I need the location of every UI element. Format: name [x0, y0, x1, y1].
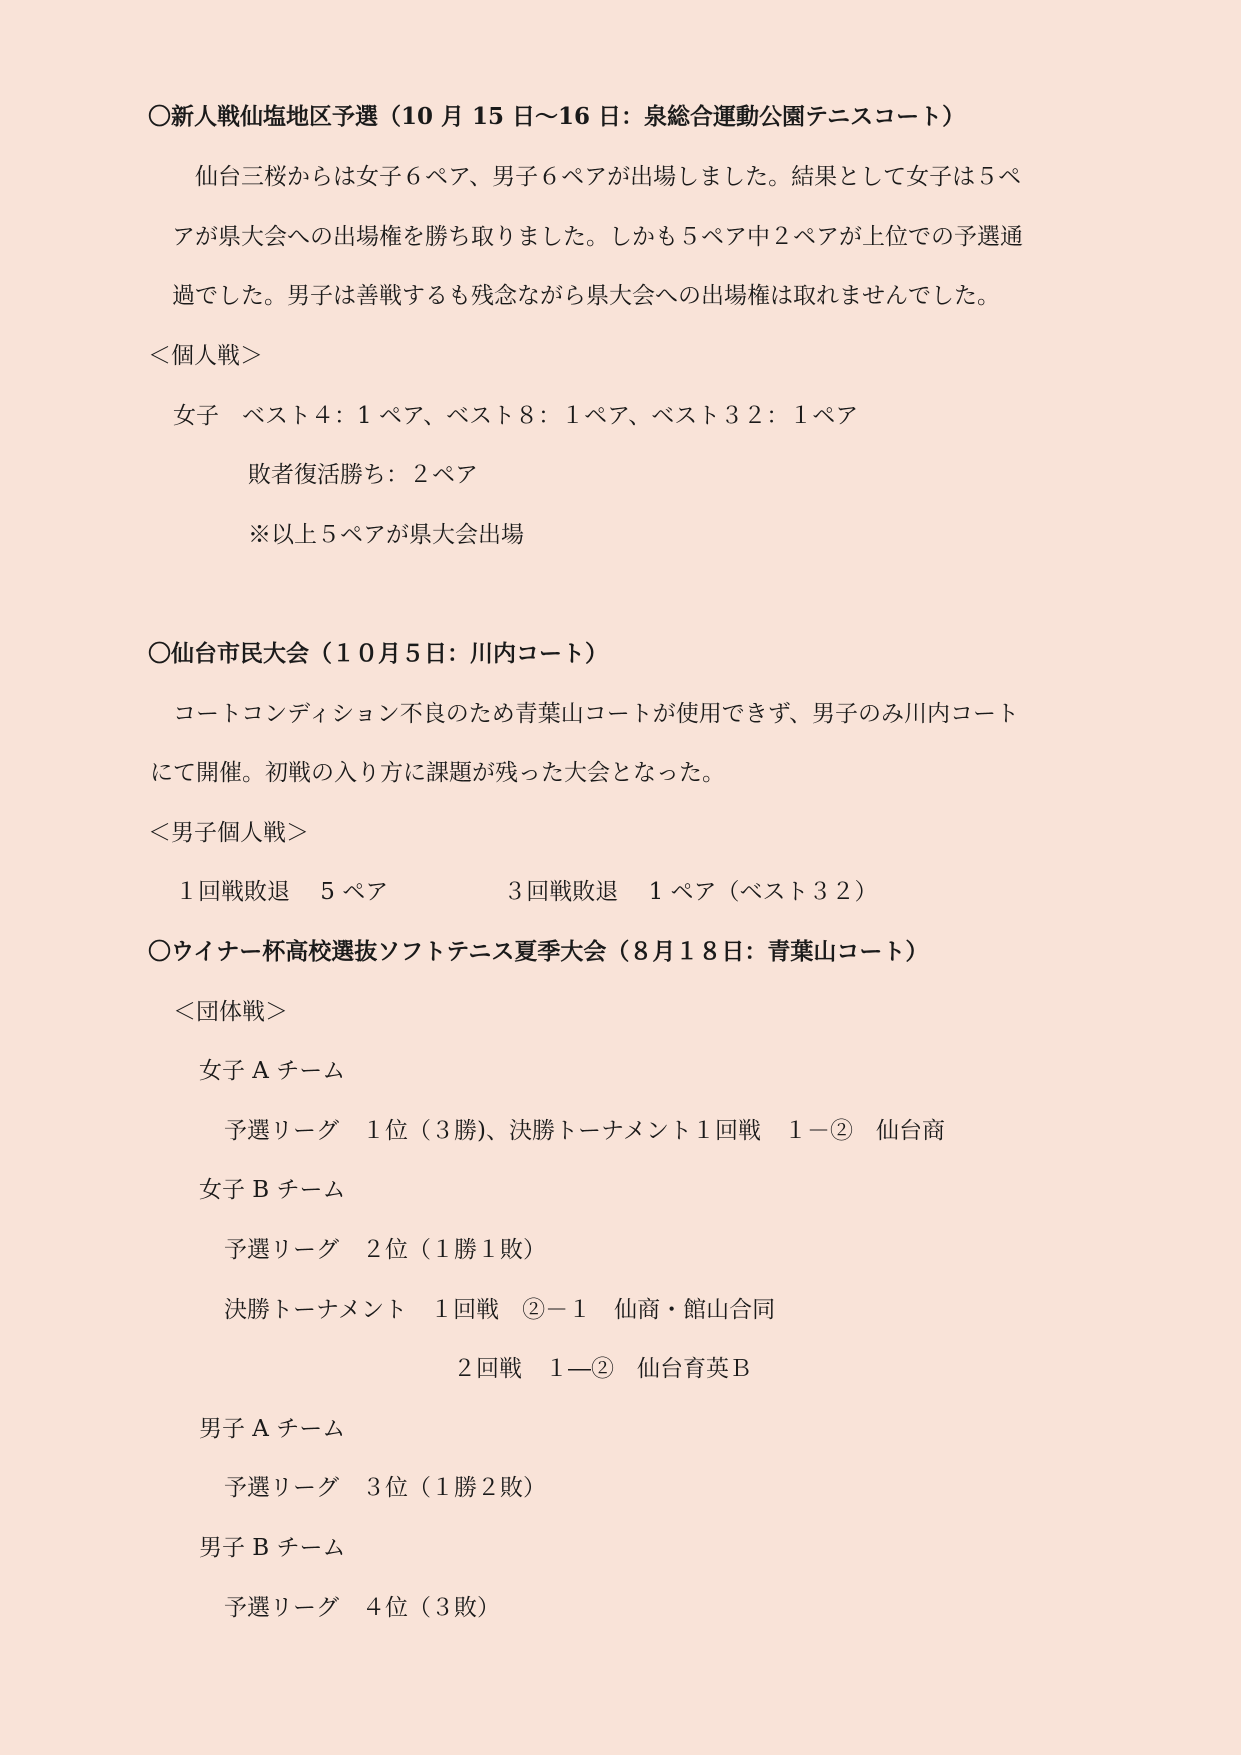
team-result: 決勝トーナメント １回戦 ②－１ 仙商・館山合同: [224, 1297, 776, 1323]
result-line: 敗者復活勝ち：２ペア: [248, 462, 478, 488]
paragraph-line: 過でした。男子は善戦するも残念ながら県大会への出場権は取れませんでした。: [172, 283, 1000, 309]
section-heading: 〇新人戦仙塩地区予選（10 月 15 日〜16 日：泉総合運動公園テニスコート）: [148, 103, 966, 130]
paragraph-line: にて開催。初戦の入り方に課題が残った大会となった。: [150, 760, 725, 786]
team-result: 予選リーグ ２位（１勝１敗）: [224, 1237, 546, 1263]
result-line: ※以上５ペアが県大会出場: [248, 522, 524, 548]
team-result: 予選リーグ ３位（１勝２敗）: [224, 1475, 546, 1501]
team-name: 女子 B チーム: [199, 1177, 346, 1203]
section-heading: 〇仙台市民大会（１０月５日：川内コート）: [148, 640, 608, 667]
team-name: 男子 B チーム: [199, 1535, 346, 1561]
section-heading: 〇ウイナー杯高校選抜ソフトテニス夏季大会（８月１８日：青葉山コート）: [148, 938, 929, 965]
team-name: 女子 A チーム: [199, 1058, 346, 1084]
team-result: 予選リーグ ４位（３敗）: [224, 1595, 500, 1621]
team-result: ２回戦 １―② 仙台育英Ｂ: [453, 1356, 752, 1382]
subheading: ＜団体戦＞: [173, 999, 288, 1025]
team-result: 予選リーグ １位（３勝)、決勝トーナメント１回戦 １－② 仙台商: [224, 1118, 946, 1144]
result-line: 女子 ベスト４：1 ペア、ベスト８：１ペア、ベスト３２：１ペア: [173, 403, 859, 429]
paragraph-line: 仙台三桜からは女子６ペア、男子６ペアが出場しました。結果として女子は５ペ: [172, 164, 1022, 190]
paragraph-line: コートコンディション不良のため青葉山コートが使用できず、男子のみ川内コート: [150, 701, 1019, 727]
team-name: 男子 A チーム: [199, 1416, 346, 1442]
subheading: ＜個人戦＞: [148, 343, 263, 369]
result-line: １回戦敗退 5 ペア ３回戦敗退 1 ペア（ベスト３２）: [152, 879, 878, 905]
paragraph-line: アが県大会への出場権を勝ち取りました。しかも５ペア中２ペアが上位での予選通: [172, 224, 1023, 250]
subheading: ＜男子個人戦＞: [148, 820, 309, 846]
